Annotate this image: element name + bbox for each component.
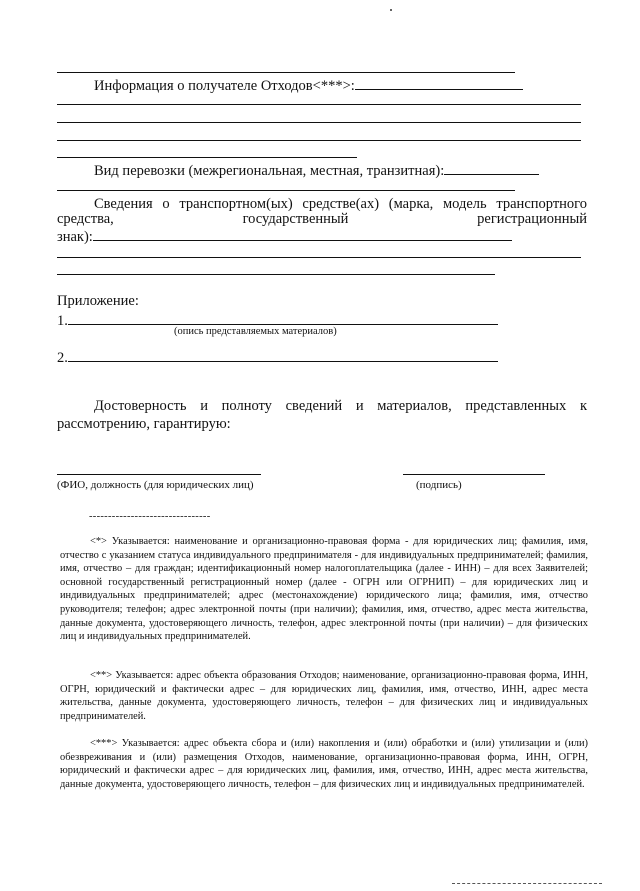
recipient-label-line — [94, 76, 523, 95]
transport-rule[interactable] — [57, 190, 515, 191]
vehicles-sign-label: знак): — [57, 229, 93, 245]
recipient-line-4[interactable] — [57, 157, 357, 158]
signature-name-caption: (ФИО, должность (для юридических лиц) — [57, 479, 254, 491]
footnote-1-text: <*> Указывается: наименование и организационно-правовая форма - для юридических лиц; фамилия, имя, отчество с указанием статуса индивидуального предпринимателя - для индивидуальных предпринимателей; фамилия, имя, отчество – для граждан; идентификационный номер налогоплательщика (далее - ИНН) – для всех Заявителей; основной государственный регистрационный номер (далее - ОГРН или ОГРНИП) – для юридических лиц и индивидуальных предпринимателей; адрес (местонахождение) юридического лица; фамилия, имя, отчество руководителя; телефон; адрес электронной почты (при наличии); фамилия, имя, отчество, адрес места жительства, данные документа, удостоверяющего личность, телефон, адрес электронной почты (при наличии) – для физических лиц и индивидуальных предпринимателей. — [60, 536, 588, 643]
footnote-3 — [60, 737, 588, 791]
footnote-2-text: <**> Указывается: адрес объекта образования Отходов; наименование, организационно-правовая форма, ИНН, ОГРН, юридический и фактически адрес – для юридических лиц, фамилия, имя, отчество, ИНН, адрес места жительства, данные документа, удостоверяющего личность, телефон – для физических лиц и индивидуальных предпринимателей. — [60, 670, 588, 722]
recipient-line-1[interactable] — [57, 104, 581, 105]
vehicles-line-3 — [57, 227, 512, 246]
guarantee-line-1: Достоверность и полноту сведений и материалов, представленных к — [94, 398, 587, 414]
attachment-item-1-number: 1. — [57, 313, 68, 329]
vehicles-blank[interactable] — [93, 227, 512, 241]
signature-sign-caption: (подпись) — [416, 479, 462, 491]
vehicles-line-5[interactable] — [57, 274, 495, 275]
footnote-1 — [60, 535, 588, 644]
transport-blank[interactable] — [444, 161, 539, 175]
signature-sign-line[interactable] — [403, 474, 545, 475]
attachment-item-2-number: 2. — [57, 350, 68, 366]
vehicles-word-2: государственный — [242, 211, 349, 227]
top-rule — [57, 72, 515, 73]
scan-artifact-line — [452, 883, 602, 884]
scan-speck — [390, 9, 392, 11]
attachment-item-1-blank[interactable] — [68, 311, 498, 325]
signature-name-line[interactable] — [57, 474, 261, 475]
recipient-line-2[interactable] — [57, 122, 581, 123]
attachment-item-2 — [57, 348, 498, 367]
vehicles-line-4[interactable] — [57, 257, 581, 258]
attachment-item-2-blank[interactable] — [68, 348, 498, 362]
vehicles-word-1: средства, — [57, 211, 114, 227]
vehicles-line-1: Сведения о транспортном(ых) средстве(ах) (марка, модель транспортного — [94, 196, 587, 212]
transport-label: Вид перевозки (межрегиональная, местная, транзитная): — [94, 163, 445, 179]
recipient-label: Информация о получателе Отходов<***>: — [94, 78, 355, 94]
attachment-item-1-caption: (опись представляемых материалов) — [174, 326, 337, 337]
footnote-3-text: <***> Указывается: адрес объекта сбора и (или) накопления и (или) обработки и (или) утилизации и (или) обезвреживания и (или) размещения Отходов, наименование, организационно-правовая форма, ИНН, ОГРН, юридический и фактически адрес – для юридических лиц, фамилия, имя, отчество, ИНН, адрес места жительства, данные документа, удостоверяющего личность, телефон – для физических лиц и индивидуальных предпринимателей. — [60, 738, 588, 790]
footnote-2 — [60, 669, 588, 723]
recipient-blank[interactable] — [355, 76, 523, 90]
vehicles-word-3: регистрационный — [477, 211, 587, 227]
transport-label-line — [94, 161, 539, 180]
attachment-title: Приложение: — [57, 293, 139, 309]
guarantee-line-2: рассмотрению, гарантирую: — [57, 416, 231, 432]
recipient-line-3[interactable] — [57, 140, 581, 141]
footnote-separator: -------------------------------- — [89, 511, 211, 522]
